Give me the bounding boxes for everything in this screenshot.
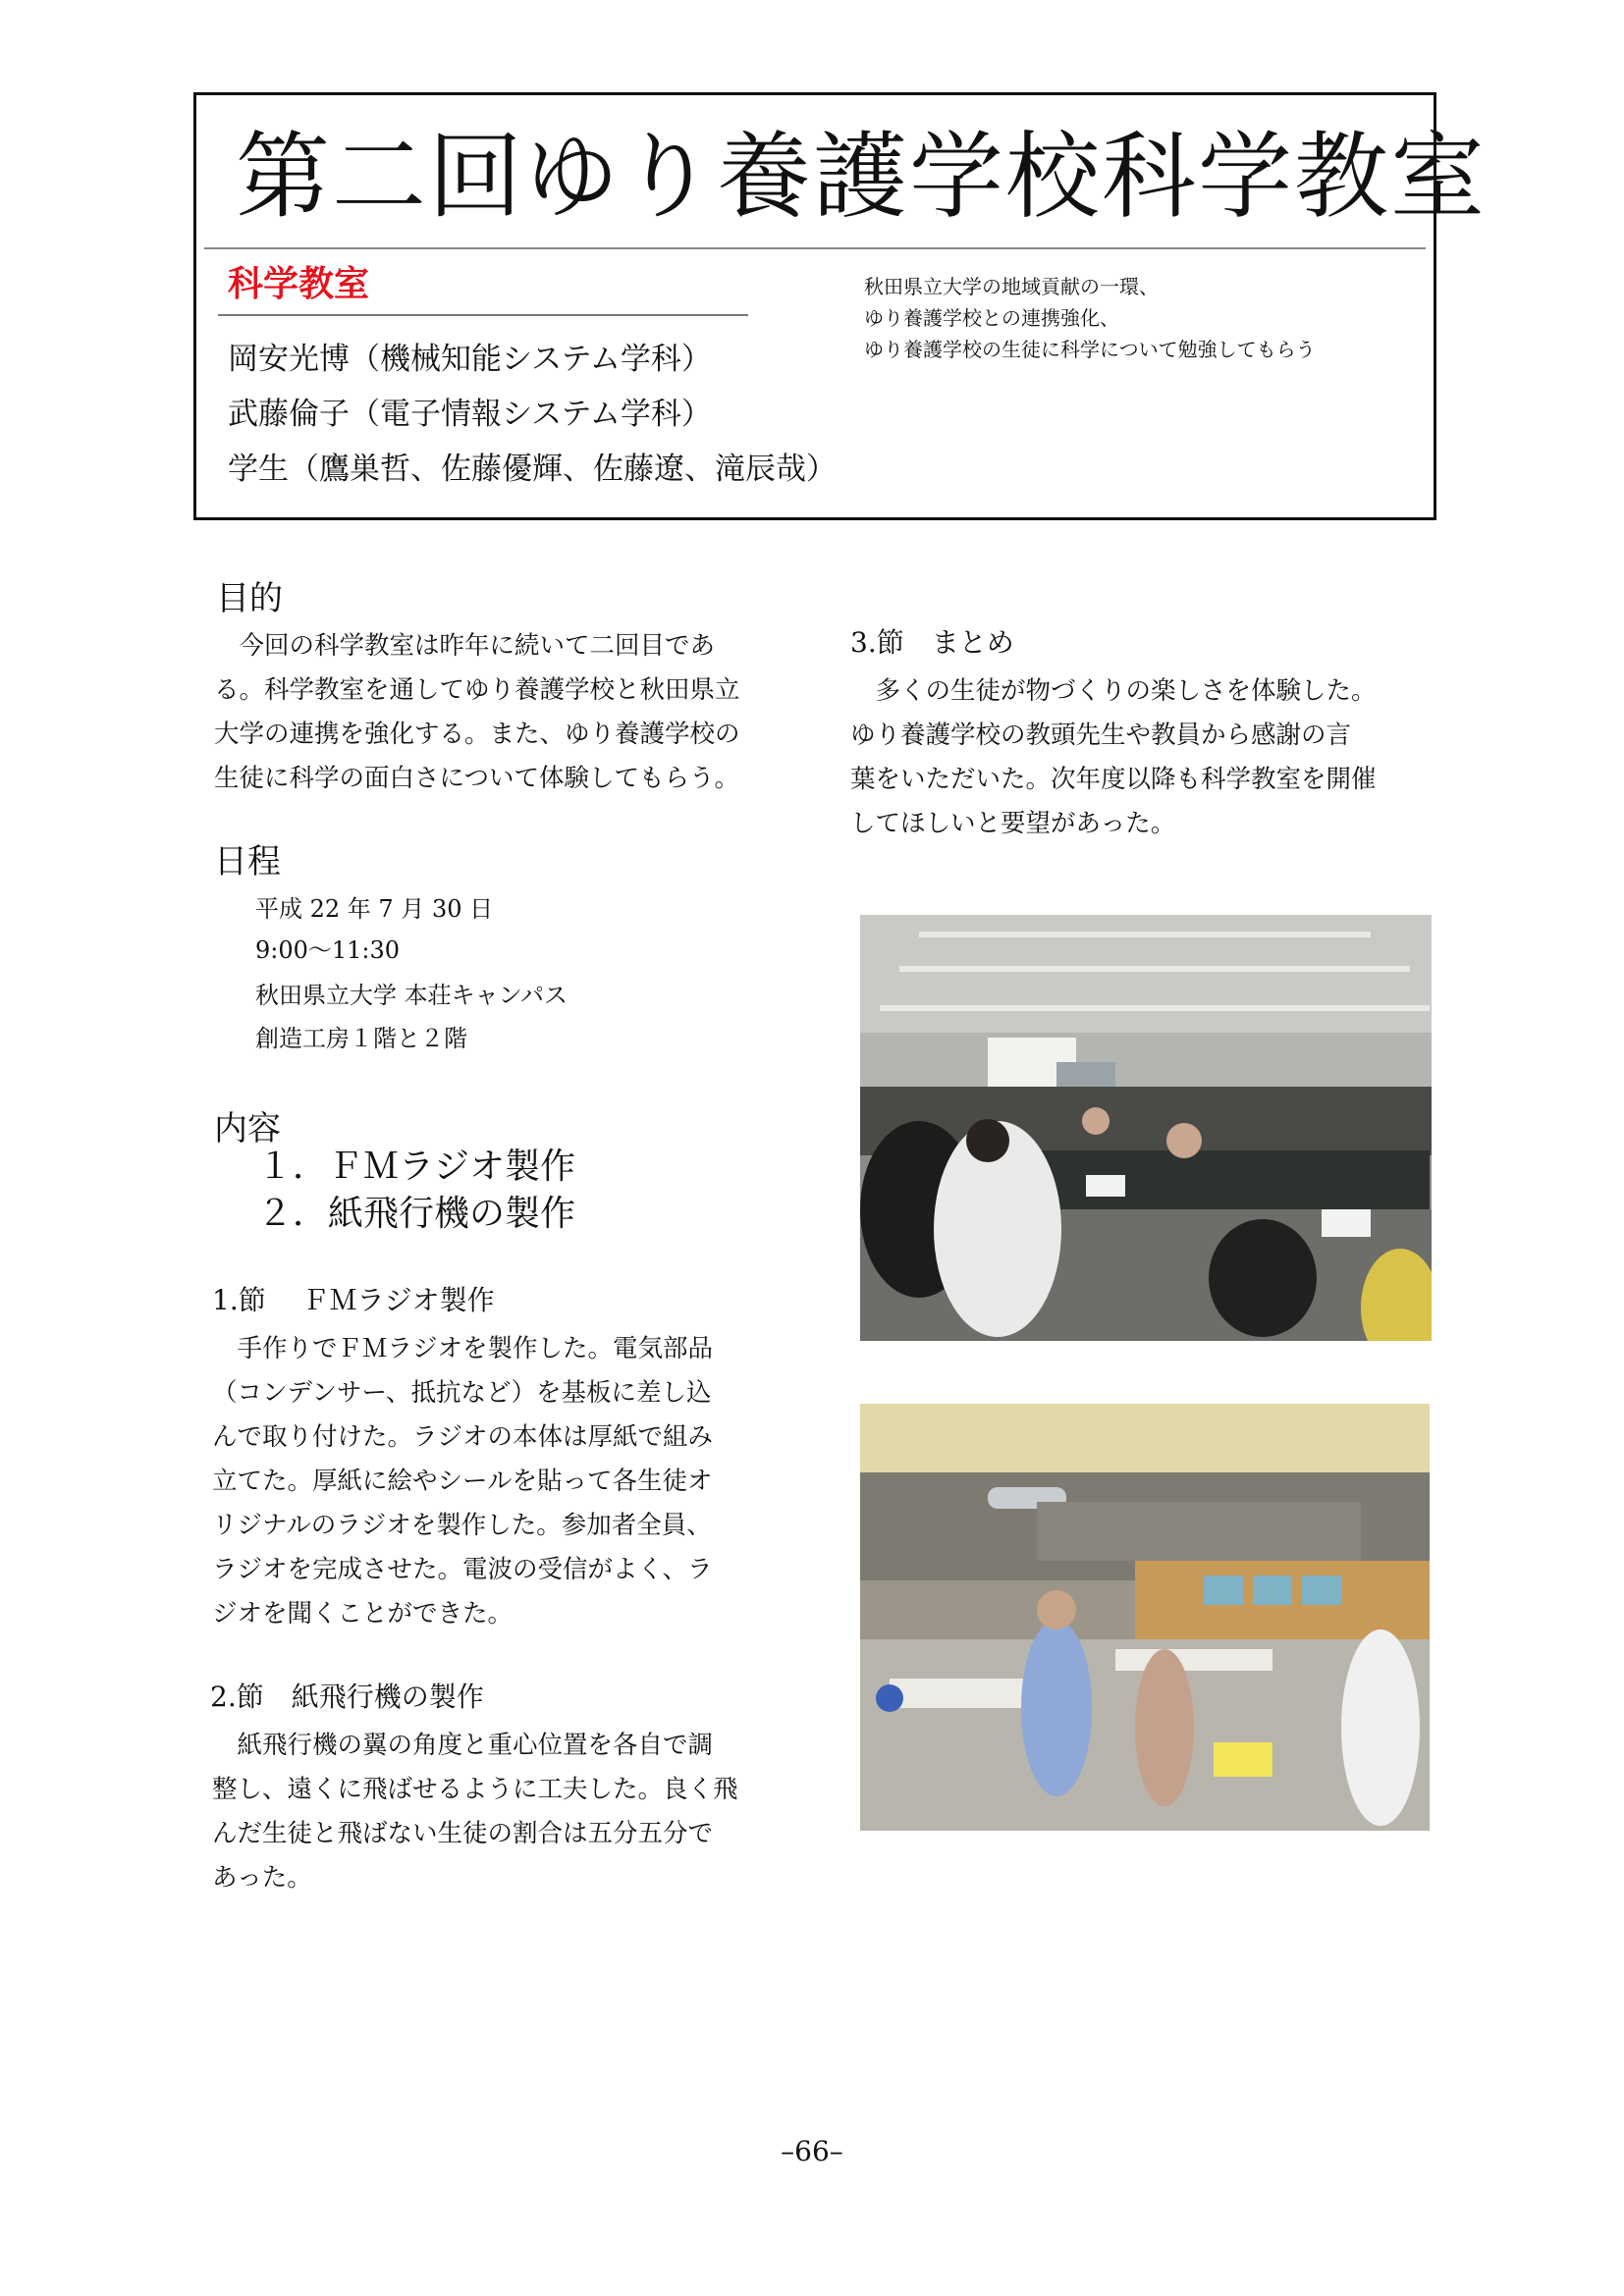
contents-heading: 内容 xyxy=(214,1109,281,1148)
section1-line: リジナルのラジオを製作した。参加者全員、 xyxy=(212,1511,712,1540)
purpose-heading: 目的 xyxy=(216,579,283,618)
author-line: 武藤倫子（電子情報システム学科） xyxy=(228,397,712,432)
schedule-heading: 日程 xyxy=(214,842,281,881)
section1-line: （コンデンサー、抵抗など）を基板に差し込 xyxy=(212,1378,712,1408)
section3-line: してほしいと要望があった。 xyxy=(850,809,1176,838)
classroom-photo xyxy=(860,915,1432,1341)
section2-line: 紙飛行機の翼の角度と重心位置を各自で調 xyxy=(212,1731,714,1760)
section1-line: んで取り付けた。ラジオの本体は厚紙で組み xyxy=(212,1422,714,1452)
title-divider xyxy=(204,247,1426,249)
section3-line: 多くの生徒が物づくりの楽しさを体験した。 xyxy=(850,676,1377,706)
label-divider xyxy=(218,314,748,316)
purpose-line: 生徒に科学の面白さについて体験してもらう。 xyxy=(214,764,739,793)
purpose-note: ゆり養護学校の生徒に科学について勉強してもらう xyxy=(864,338,1316,361)
page-title: 第二回ゆり養護学校科学教室 xyxy=(236,122,1487,232)
section2-line: んだ生徒と飛ばない生徒の割合は五分五分で xyxy=(212,1819,714,1848)
section1-line: 立てた。厚紙に絵やシールを貼って各生徒オ xyxy=(212,1467,713,1496)
schedule-room: 創造工房１階と２階 xyxy=(255,1025,467,1052)
purpose-note: 秋田県立大学の地域貢献の一環、 xyxy=(864,275,1159,298)
author-line: 学生（鷹巣哲、佐藤優輝、佐藤遼、滝辰哉） xyxy=(228,452,837,487)
section2-heading: 2.節 紙飛行機の製作 xyxy=(210,1681,484,1713)
contents-item: ２．紙飛行機の製作 xyxy=(257,1194,576,1234)
schedule-date: 平成 22 年 7 月 30 日 xyxy=(255,895,494,923)
purpose-note: ゆり養護学校との連携強化、 xyxy=(864,306,1119,330)
section2-line: あった。 xyxy=(212,1863,312,1893)
schedule-place: 秋田県立大学 本荘キャンパス xyxy=(255,982,568,1009)
section1-line: 手作りでＦＭラジオを製作した。電気部品 xyxy=(212,1334,714,1363)
author-line: 岡安光博（機械知能システム学科） xyxy=(228,342,712,377)
purpose-line: 今回の科学教室は昨年に続いて二回目であ xyxy=(214,631,716,661)
section3-line: 葉をいただいた。次年度以降も科学教室を開催 xyxy=(850,765,1377,794)
section3-heading: 3.節 まとめ xyxy=(850,626,1014,659)
section-label: 科学教室 xyxy=(228,264,370,304)
section1-line: ジオを聞くことができた。 xyxy=(212,1599,514,1629)
contents-item: １．ＦＭラジオ製作 xyxy=(257,1147,576,1187)
section1-heading: 1.節 ＦＭラジオ製作 xyxy=(212,1284,495,1316)
workshop-photo xyxy=(860,1404,1430,1831)
purpose-line: る。科学教室を通してゆり養護学校と秋田県立 xyxy=(214,675,740,705)
schedule-time: 9:00〜11:30 xyxy=(255,936,401,964)
purpose-line: 大学の連携を強化する。また、ゆり養護学校の xyxy=(214,720,740,749)
page-number: –66– xyxy=(781,2135,843,2167)
section3-line: ゆり養護学校の教頭先生や教員から感謝の言 xyxy=(850,721,1352,750)
section1-line: ラジオを完成させた。電波の受信がよく、ラ xyxy=(212,1555,713,1584)
section2-line: 整し、遠くに飛ばせるように工夫した。良く飛 xyxy=(212,1775,738,1804)
